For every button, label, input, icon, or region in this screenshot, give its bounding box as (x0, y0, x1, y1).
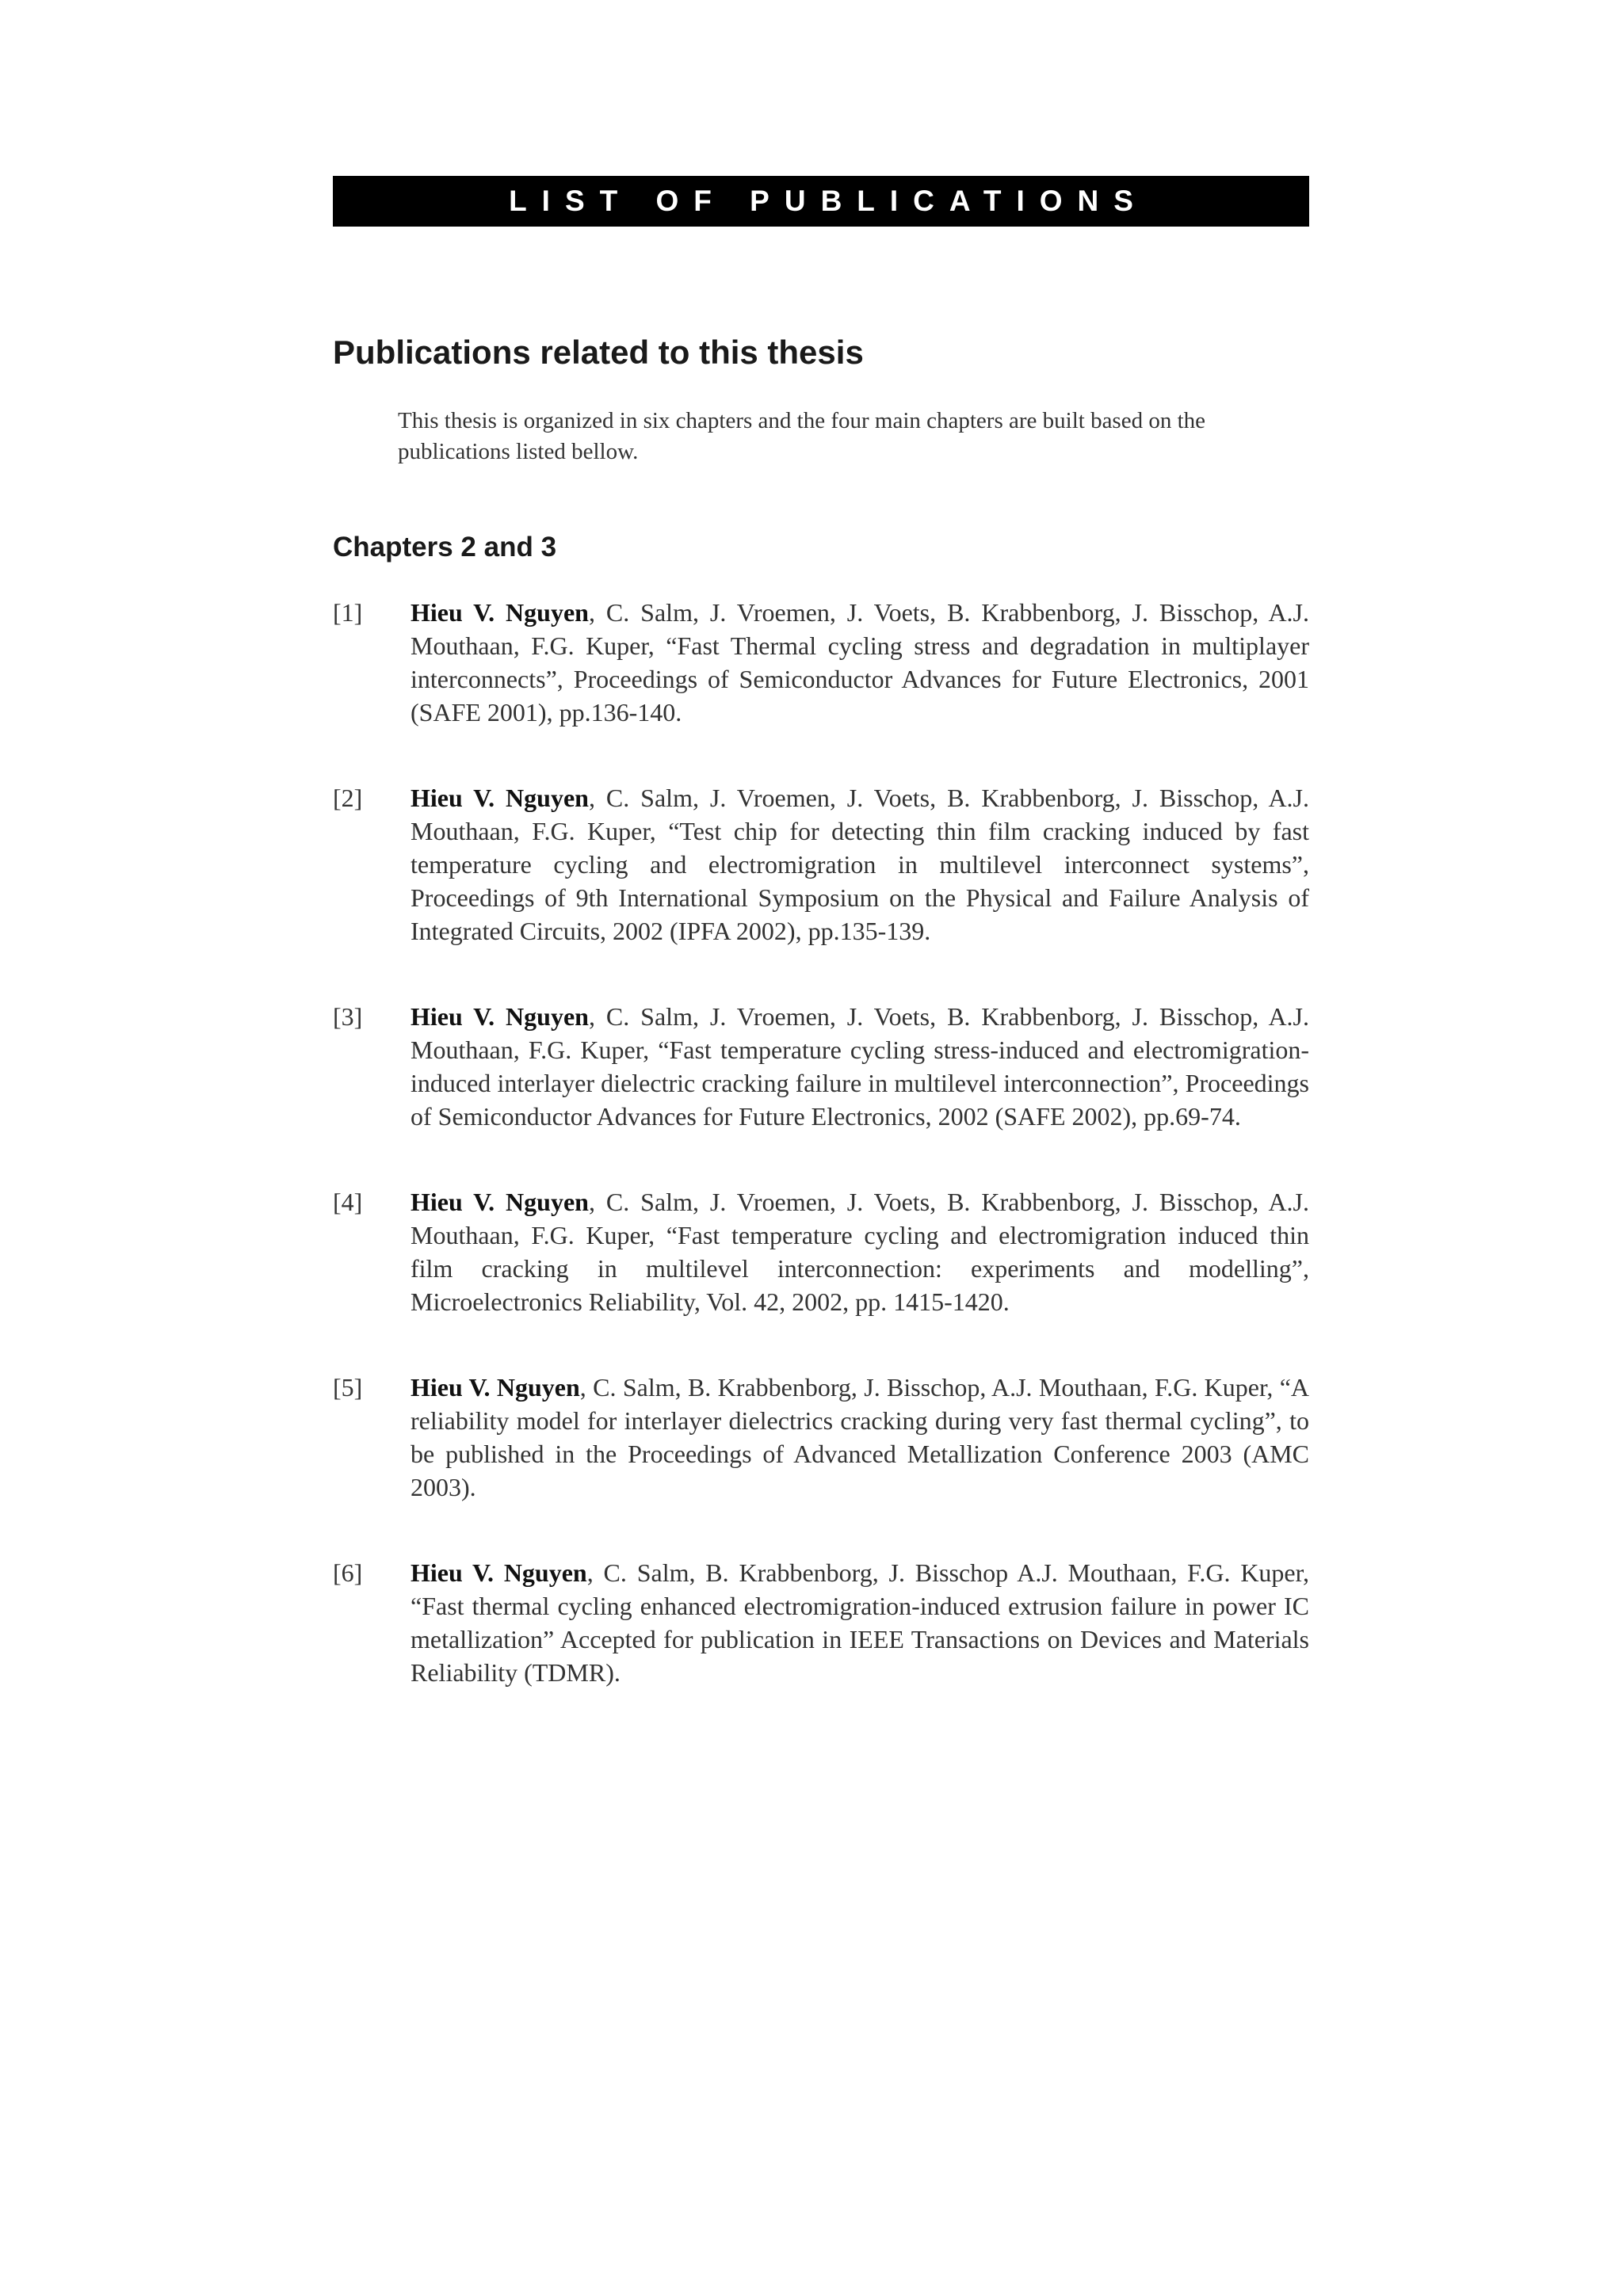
publication-author: Hieu V. Nguyen (411, 598, 589, 627)
document-page (333, 176, 1310, 1687)
publication-number: [4] (333, 1188, 363, 1216)
publication-citation (411, 1556, 1309, 1689)
publication-details: , C. Salm, J. Vroemen, J. Voets, B. Krabbenborg, J. Bisschop, A.J. Mouthaan, F.G. Kuper, “Fast temperature cycling and electromigration induced thin film cracking in multilevel interconnection: experiments and modelling”, Microelectronics Reliability, Vol. 42, 2002, pp. 1415-1420. (411, 1188, 1310, 1316)
publication-citation (411, 596, 1309, 729)
publication-number: [1] (333, 598, 363, 627)
publication-item (333, 1000, 1309, 1133)
publication-item (333, 596, 1309, 729)
publication-details: , C. Salm, B. Krabbenborg, J. Bisschop A.J. Mouthaan, F.G. Kuper, “Fast thermal cycling enhanced electromigration-induced extrusion failure in power IC metallization” Accepted for publication in IEEE Transactions on Devices and Materials Reliability (TDMR). (411, 1558, 1310, 1687)
publication-details: , C. Salm, B. Krabbenborg, J. Bisschop, A.J. Mouthaan, F.G. Kuper, “A reliability model for interlayer dielectrics cracking during very fast thermal cycling”, to be published in the Proceedings of Advanced Metallization Conference 2003 (AMC 2003). (411, 1373, 1310, 1501)
publication-citation (411, 1000, 1309, 1133)
publication-citation (411, 781, 1309, 948)
publication-number: [2] (333, 784, 363, 812)
publication-author: Hieu V. Nguyen (411, 1373, 580, 1402)
publication-author: Hieu V. Nguyen (411, 784, 589, 812)
intro-paragraph: This thesis is organized in six chapters and the four main chapters are built based on the publications listed bellow. (398, 408, 1206, 464)
banner-title: LIST OF PUBLICATIONS (509, 185, 1148, 217)
publication-number: [5] (333, 1373, 363, 1402)
title-banner (333, 176, 1309, 227)
chapter-heading: Chapters 2 and 3 (333, 532, 557, 563)
publication-item (333, 1185, 1309, 1318)
publication-item (333, 781, 1309, 948)
section-heading: Publications related to this thesis (333, 334, 864, 371)
publication-number: [3] (333, 1002, 363, 1031)
publication-item (333, 1371, 1309, 1504)
publication-number: [6] (333, 1558, 363, 1587)
publication-author: Hieu V. Nguyen (411, 1558, 587, 1587)
publication-details: , C. Salm, J. Vroemen, J. Voets, B. Krabbenborg, J. Bisschop, A.J. Mouthaan, F.G. Kuper, “Fast temperature cycling stress-induced and electromigration-induced interlayer dielectric cracking failure in multilevel interconnection”, Proceedings of Semiconductor Advances for Future Electronics, 2002 (SAFE 2002), pp.69-74. (411, 1002, 1310, 1131)
publication-details: , C. Salm, J. Vroemen, J. Voets, B. Krabbenborg, J. Bisschop, A.J. Mouthaan, F.G. Kuper, “Fast Thermal cycling stress and degradation in multiplayer interconnects”, Proceedings of Semiconductor Advances for Future Electronics, 2001 (SAFE 2001), pp.136-140. (411, 598, 1310, 727)
publication-list (333, 596, 1309, 1689)
publication-author: Hieu V. Nguyen (411, 1002, 589, 1031)
publication-item (333, 1556, 1309, 1689)
publication-citation (411, 1371, 1309, 1504)
publication-citation (411, 1185, 1309, 1318)
publication-details: , C. Salm, J. Vroemen, J. Voets, B. Krabbenborg, J. Bisschop, A.J. Mouthaan, F.G. Kuper, “Test chip for detecting thin film cracking induced by fast temperature cycling and electromigration in multilevel interconnect systems”, Proceedings of 9th International Symposium on the Physical and Failure Analysis of Integrated Circuits, 2002 (IPFA 2002), pp.135-139. (411, 784, 1310, 945)
publication-author: Hieu V. Nguyen (411, 1188, 589, 1216)
